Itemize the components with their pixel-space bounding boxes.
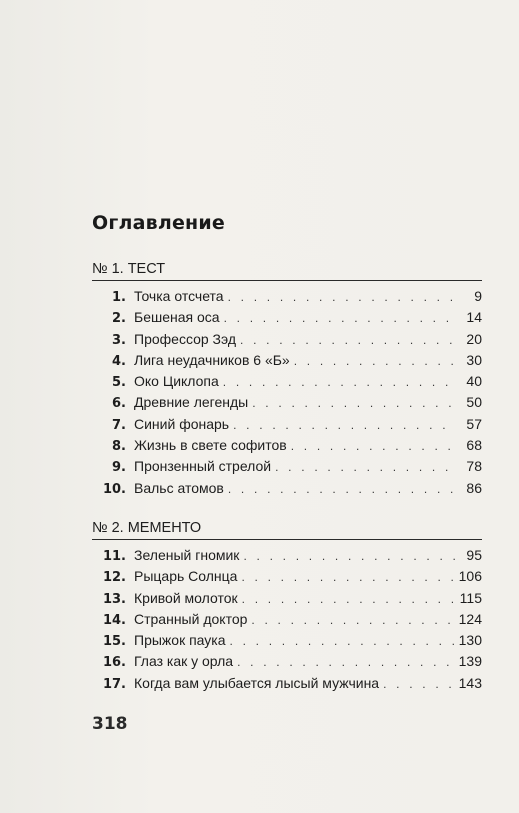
toc-entry — [92, 588, 482, 609]
entry-page: 143 — [458, 674, 482, 691]
entry-page: 14 — [466, 309, 482, 326]
entry-page: 95 — [466, 546, 482, 563]
entry-page: 40 — [466, 373, 482, 390]
entry-title: Кривой молоток — [134, 589, 238, 606]
entry-number: 15. — [102, 634, 126, 650]
dot-leader — [233, 415, 456, 436]
entry-title: Око Циклопа — [134, 373, 219, 390]
entry-page: 30 — [466, 351, 482, 368]
toc-entry — [92, 609, 482, 630]
entry-title: Странный доктор — [134, 610, 248, 627]
entry-title: Синий фонарь — [134, 415, 230, 432]
part-header: № 2. МЕМЕНТО — [92, 517, 482, 540]
entry-number: 1. — [112, 290, 126, 305]
dot-leader — [383, 674, 455, 695]
part-header: № 1. ТЕСТ — [92, 258, 482, 281]
entry-title: Вальс атомов — [134, 479, 224, 496]
toc-entry — [92, 630, 482, 651]
dot-leader — [237, 652, 455, 673]
toc-entry — [92, 435, 482, 456]
toc-entry — [92, 545, 482, 566]
entry-number: 4. — [112, 353, 126, 369]
dot-leader — [223, 372, 456, 393]
dot-leader — [241, 567, 454, 588]
entry-title: Точка отсчета — [134, 288, 224, 304]
entry-title: Профессор Зэд — [134, 330, 237, 347]
entry-title: Глаз как у орла — [134, 653, 234, 670]
entry-page: 124 — [458, 610, 482, 627]
entry-number: 14. — [102, 612, 126, 628]
toc-entry — [92, 350, 482, 371]
dot-leader — [230, 631, 455, 652]
entry-page: 130 — [458, 632, 482, 649]
dot-leader — [228, 287, 456, 308]
entry-number: 17. — [102, 676, 126, 692]
dot-leader — [242, 589, 456, 610]
toc-entry — [92, 286, 482, 307]
dot-leader — [224, 308, 456, 329]
toc-entry — [92, 478, 482, 499]
dot-leader — [291, 436, 456, 457]
entry-number: 12. — [102, 570, 126, 586]
entry-number: 2. — [112, 311, 126, 327]
toc-entry — [92, 673, 482, 694]
toc-entry — [92, 456, 482, 477]
entry-page: 78 — [466, 458, 482, 475]
toc-entry — [92, 414, 482, 435]
toc-entry — [92, 371, 482, 392]
entry-number: 13. — [102, 591, 126, 607]
entry-number: 5. — [112, 375, 126, 391]
entry-page: 68 — [466, 437, 482, 454]
entry-page: 115 — [459, 589, 482, 606]
toc-title: Оглавление — [92, 212, 225, 234]
toc-entry — [92, 329, 482, 350]
dot-leader — [252, 393, 456, 414]
toc-entry — [92, 307, 482, 328]
part-entries — [92, 545, 482, 694]
entry-title: Прыжок паука — [134, 632, 226, 649]
entry-number: 9. — [112, 460, 126, 476]
entry-page: 9 — [474, 288, 482, 304]
entry-title: Древние легенды — [134, 394, 249, 411]
entry-title: Лига неудачников 6 «Б» — [134, 351, 290, 368]
entry-page: 139 — [458, 653, 482, 670]
dot-leader — [240, 330, 456, 351]
page-number: 318 — [92, 714, 128, 734]
dot-leader — [251, 610, 454, 631]
dot-leader — [294, 351, 456, 372]
entry-number: 10. — [102, 481, 126, 497]
toc-entry — [92, 566, 482, 587]
entry-page: 50 — [466, 394, 482, 411]
entry-number: 8. — [112, 439, 126, 455]
entry-number: 3. — [112, 332, 126, 348]
part-entries — [92, 286, 482, 499]
entry-page: 106 — [458, 568, 482, 585]
entry-number: 11. — [102, 548, 126, 564]
toc-entry — [92, 392, 482, 413]
dot-leader — [275, 457, 456, 478]
entry-title: Рыцарь Солнца — [134, 568, 238, 585]
entry-page: 86 — [466, 479, 482, 496]
dot-leader — [243, 546, 456, 567]
entry-number: 7. — [112, 417, 126, 433]
entry-title: Зеленый гномик — [134, 546, 240, 563]
entry-title: Бешеная оса — [134, 309, 220, 326]
entry-page: 57 — [466, 415, 482, 432]
entry-title: Когда вам улыбается лысый мужчина — [134, 674, 380, 691]
toc-entry — [92, 651, 482, 672]
entry-page: 20 — [466, 330, 482, 347]
entry-title: Пронзенный стрелой — [134, 458, 272, 475]
entry-number: 16. — [102, 655, 126, 671]
dot-leader — [228, 479, 456, 500]
entry-number: 6. — [112, 396, 126, 412]
entry-title: Жизнь в свете софитов — [134, 437, 287, 454]
table-of-contents — [92, 258, 482, 694]
